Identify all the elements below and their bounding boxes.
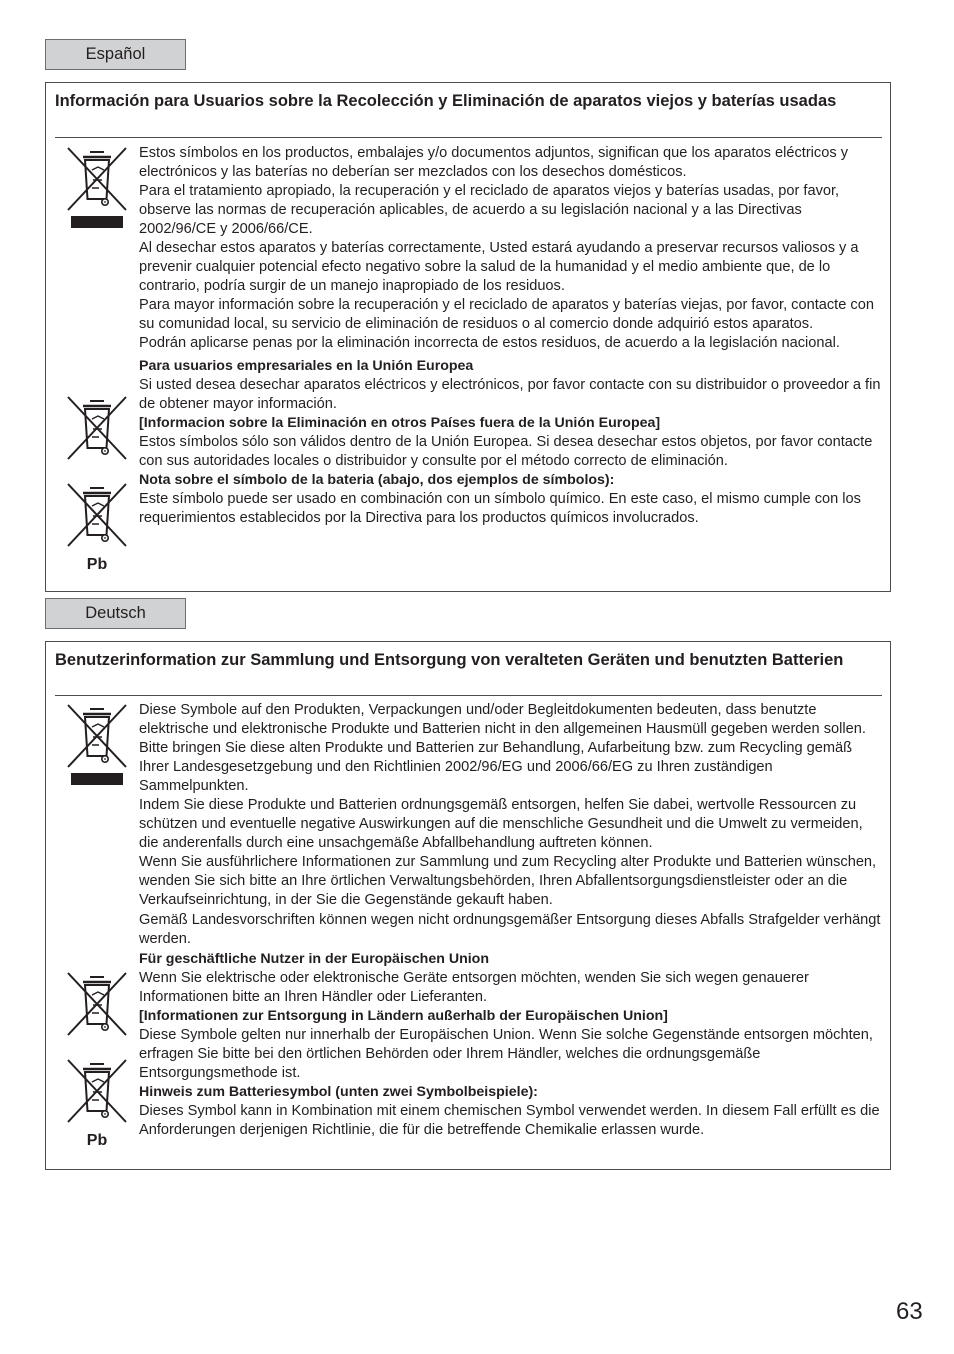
outside-eu-heading: [Informationen zur Entsorgung in Ländern außerhalb der Europäischen Union] — [139, 1007, 668, 1024]
business-users-text: Wenn Sie elektrische oder elektronische Geräte entsorgen möchten, wenden Sie sich wegen genauerer Informationen bitte an Ihren Händler oder Lieferanten. — [139, 969, 809, 1005]
disposal-info-box-espanol — [45, 82, 891, 592]
intro-paragraph: Al desechar estos aparatos y baterías correctamente, Usted estará ayudando a preservar recursos valiosos y a prevenir cualquier potencial efecto negativo sobre la salud de la humanidad y el medio ambiente que, de lo contrario, podría surgir de un manejo inapropiado de los residuos. — [139, 240, 859, 295]
disposal-info-box-deutsch — [45, 641, 891, 1170]
intro-paragraph: Bitte bringen Sie diese alten Produkte und Batterien zur Behandlung, Aufarbeitung bzw. zum Recycling gemäß Ihrer Landesgesetzgebung und den Richtlinien 2002/96/EG und 2006/66/EG zu Ihren zuständigen Sammelpunkten. — [139, 740, 853, 795]
intro-paragraph: Gemäß Landesvorschriften können wegen nicht ordnungsgemäßer Entsorgung dieses Abfalls Strafgelder verhängt werden. — [139, 911, 881, 947]
pb-chemical-symbol: Pb — [86, 1132, 108, 1149]
outside-eu-heading: [Informacion sobre la Eliminación en otros Países fuera de la Unión Europea] — [139, 414, 661, 431]
section-body — [139, 144, 881, 528]
page-number: 63 — [896, 1298, 923, 1325]
intro-paragraph: Estos símbolos en los productos, embalajes y/o documentos adjuntos, significan que los aparatos eléctricos y electrónicos y las baterías no deberían ser mezclados con los desechos domésticos. — [139, 145, 848, 181]
battery-bin-icon — [64, 1058, 130, 1128]
business-users-heading: Para usuarios empresariales en la Unión Europea — [139, 357, 474, 374]
wheelie-bin-icon — [64, 146, 130, 216]
pb-chemical-symbol: Pb — [86, 556, 108, 573]
business-users-heading: Für geschäftliche Nutzer in der Europäischen Union — [139, 950, 490, 967]
intro-paragraph: Indem Sie diese Produkte und Batterien ordnungsgemäß entsorgen, helfen Sie dabei, wertvolle Ressourcen zu schützen und eventuelle negative Auswirkungen auf die menschliche Gesundheit und die Umwelt zu vermeiden, die anderenfalls durch eine unsachgemäße Abfallbehandlung auftreten können. — [139, 797, 863, 852]
section-body — [139, 701, 881, 1140]
battery-symbol-heading: Hinweis zum Batteriesymbol (unten zwei Symbolbeispiele): — [139, 1083, 538, 1100]
business-users-text: Si usted desea desechar aparatos eléctricos y electrónicos, por favor contacte con su distribuidor o proveedor a fin de obtener mayor información. — [139, 376, 881, 412]
title-divider — [55, 695, 882, 696]
battery-bin-icon — [64, 482, 130, 552]
intro-paragraph: Para el tratamiento apropiado, la recuperación y el reciclado de aparatos viejos y baterías usadas, por favor, observe las normas de recuperación aplicables, de acuerdo a su legislación nacional y a las Directivas 2002/96/CE y 2006/66/CE. — [139, 183, 840, 238]
wheelie-bin-icon — [64, 395, 130, 465]
black-bar-icon — [71, 773, 123, 785]
intro-paragraph: Wenn Sie ausführlichere Informationen zur Sammlung und zum Recycling alter Produkte und Batterien wünschen, wenden Sie sich bitte an Ihre örtlichen Verwaltungsbehörden, Ihren Abfallentsorgungsdienstleister oder an die Verkaufseinrichtung, in der Sie die Gegenstände gekauft haben. — [139, 854, 877, 909]
intro-paragraph: Para mayor información sobre la recuperación y el reciclado de aparatos y baterías viejas, por favor, contacte con su comunidad local, su servicio de eliminación de residuos o al comercio donde adquirió estos aparatos. — [139, 297, 874, 333]
outside-eu-text: Diese Symbole gelten nur innerhalb der Europäischen Union. Wenn Sie solche Gegenstände entsorgen möchten, erfragen Sie bitte bei den örtlichen Behörden oder Ihrem Händler, welches die ordnungsgemäße Entsorgungsmethode ist. — [139, 1026, 873, 1081]
battery-symbol-text: Este símbolo puede ser usado en combinación con un símbolo químico. En este caso, el mismo cumple con los requerimientos establecidos por la Directiva para los productos químicos involucrados. — [139, 490, 861, 526]
intro-paragraph: Podrán aplicarse penas por la eliminación incorrecta de estos residuos, de acuerdo a la legislación nacional. — [139, 335, 840, 352]
battery-symbol-heading: Nota sobre el símbolo de la bateria (abajo, dos ejemplos de símbolos): — [139, 471, 615, 488]
outside-eu-text: Estos símbolos sólo son válidos dentro de la Unión Europea. Si desea desechar estos objetos, por favor contacte con sus autoridades locales o distribuidor y consulte por el método correcto de eliminación. — [139, 433, 873, 469]
section-title: Benutzerinformation zur Sammlung und Entsorgung von veralteten Geräten und benutzten Batterien — [55, 651, 844, 669]
battery-symbol-text: Dieses Symbol kann in Kombination mit einem chemischen Symbol verwendet werden. In diesem Fall erfüllt es die Anforderungen derjenigen Richtlinie, die für die betreffende Chemikalie erlassen wurde. — [139, 1102, 880, 1139]
wheelie-bin-icon — [64, 971, 130, 1041]
intro-paragraph: Diese Symbole auf den Produkten, Verpackungen und/oder Begleitdokumenten bedeuten, dass benutzte elektrische und elektronische Produkte und Batterien nicht in den allgemeinen Hausmüll gegeben werden sollen. — [139, 702, 866, 738]
wheelie-bin-icon — [64, 703, 130, 773]
language-tab-espanol: Español — [45, 39, 186, 70]
section-title: Información para Usuarios sobre la Recolección y Eliminación de aparatos viejos y baterías usadas — [55, 92, 837, 110]
language-tab-deutsch: Deutsch — [45, 598, 186, 629]
title-divider — [55, 137, 882, 138]
black-bar-icon — [71, 216, 123, 228]
